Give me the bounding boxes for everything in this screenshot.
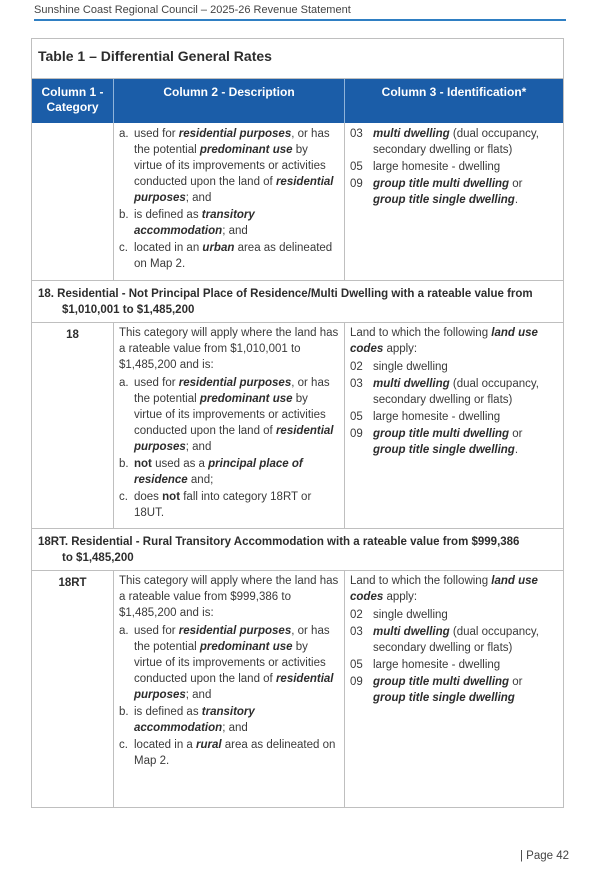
description-cell: [114, 123, 345, 280]
identification-cell: [345, 323, 563, 528]
list-item: b. is defined as transitory accommodation; and: [119, 209, 255, 237]
category-cell: [32, 123, 114, 280]
list-item: 05 large homesite - dwelling: [350, 161, 501, 173]
section-title-18rt: 18RT. Residential - Rural Transitory Accommodation with a rateable value from $999,386 to $1,485,200: [32, 529, 563, 571]
list-item: 09 group title multi dwelling or group title single dwelling: [350, 676, 523, 704]
category-cell: 18RT: [32, 571, 114, 807]
list-item: 09 group title multi dwelling or group title single dwelling.: [350, 428, 523, 456]
list-item: 03 multi dwelling (dual occupancy, secondary dwelling or flats): [350, 626, 539, 654]
table-row: [32, 571, 563, 807]
codes-intro: Land to which the following land use codes apply:: [350, 327, 538, 355]
list-item: b. not used as a principal place of residence and;: [119, 458, 303, 486]
list-item: 03 multi dwelling (dual occupancy, secondary dwelling or flats): [350, 378, 539, 406]
codes-intro: Land to which the following land use codes apply:: [350, 575, 538, 603]
section-title-18: 18. Residential - Not Principal Place of Residence/Multi Dwelling with a rateable value from $1,010,001 to $1,485,200: [32, 281, 563, 323]
rates-table: [31, 38, 564, 808]
list-item: b. is defined as transitory accommodation; and: [119, 706, 255, 734]
column-header-category: Column 1 - Category: [32, 79, 114, 123]
list-item: a. used for residential purposes, or has the potential predominant use by virtue of its improvements or activities conducted upon the land of residential purposes; and: [119, 377, 334, 453]
list-item: 09 group title multi dwelling or group title single dwelling.: [350, 178, 523, 206]
list-item: a. used for residential purposes, or has the potential predominant use by virtue of its improvements or activities conducted upon the land of residential purposes; and: [119, 128, 334, 204]
list-item: 02 single dwelling: [350, 361, 448, 373]
table-row: [32, 123, 563, 281]
column-header-identification: Column 3 - Identification*: [381, 85, 527, 99]
page-header: Sunshine Coast Regional Council – 2025-26 Revenue Statement: [34, 4, 566, 21]
description-intro: This category will apply where the land has a rateable value from $999,386 to $1,485,200 and is:: [119, 575, 339, 619]
list-item: a. used for residential purposes, or has the potential predominant use by virtue of its improvements or activities conducted upon the land of residential purposes; and: [119, 625, 334, 701]
description-intro: This category will apply where the land has a rateable value from $1,010,001 to $1,485,200 and is:: [119, 327, 339, 371]
list-item: 03 multi dwelling (dual occupancy, secondary dwelling or flats): [350, 128, 539, 156]
list-item: 02 single dwelling: [350, 609, 448, 621]
identification-cell: [345, 571, 563, 807]
list-item: c. located in a rural area as delineated on Map 2.: [119, 739, 336, 767]
table-header-row: [32, 79, 563, 123]
description-cell: [114, 571, 345, 807]
column-header-description: Column 2 - Description: [114, 79, 345, 123]
list-item: c. does not fall into category 18RT or 18UT.: [119, 491, 312, 519]
table-row: [32, 323, 563, 529]
table-title: Table 1 – Differential General Rates: [32, 39, 563, 79]
description-cell: [114, 323, 345, 528]
list-item: c. located in an urban area as delineated on Map 2.: [119, 242, 333, 270]
category-cell: 18: [32, 323, 114, 528]
identification-cell: [345, 123, 563, 280]
list-item: 05 large homesite - dwelling: [350, 411, 501, 423]
page-number: | Page 42: [520, 850, 570, 862]
list-item: 05 large homesite - dwelling: [350, 659, 501, 671]
